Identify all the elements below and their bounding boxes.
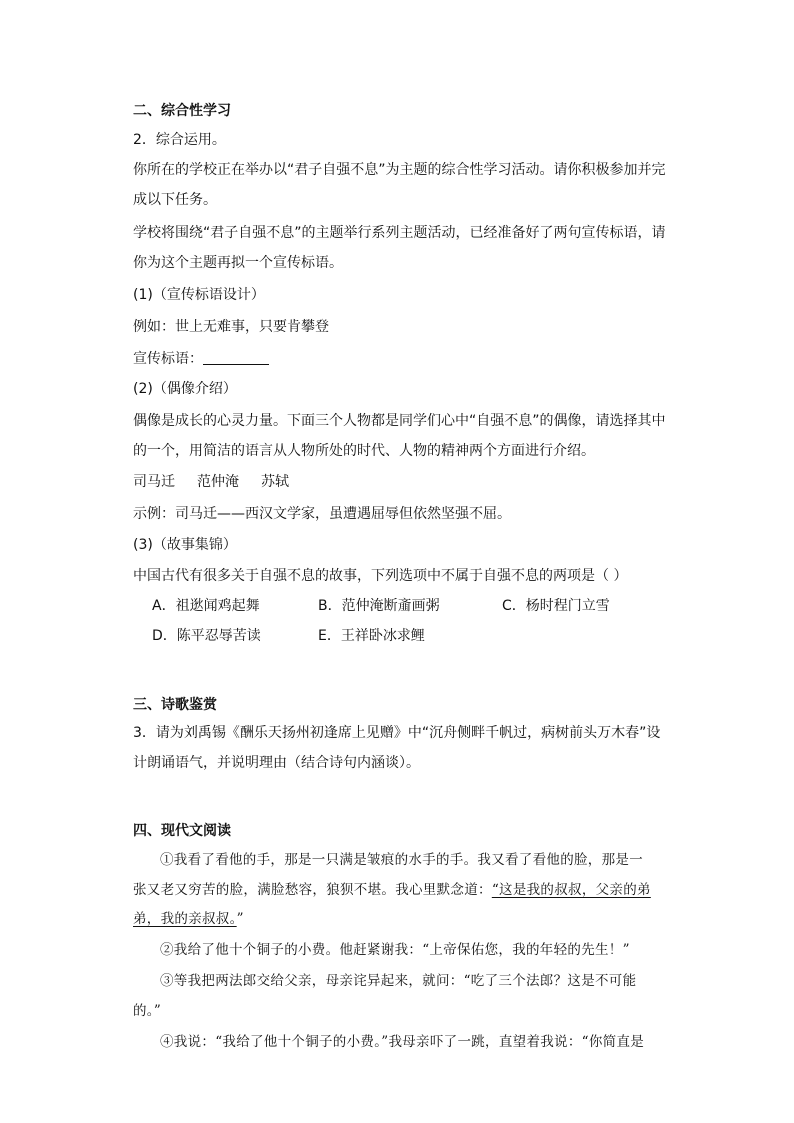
passage-paragraph-3-line-2: 的。” xyxy=(133,1003,162,1019)
intro-paragraph-line-1: 你所在的学校正在举办以“君子自强不息”为主题的综合性学习活动。请你积极参加并完 xyxy=(133,162,666,178)
section-heading-modern-reading: 四、现代文阅读 xyxy=(133,823,231,839)
passage-paragraph-2: ②我给了他十个铜子的小费。他赶紧谢我：“上帝保佑您，我的年轻的先生！” xyxy=(160,942,630,958)
option-c: C．杨时程门立雪 xyxy=(502,598,610,614)
idol-paragraph-line-2: 的一个，用简洁的语言从人物所处的时代、人物的精神两个方面进行介绍。 xyxy=(133,443,595,459)
passage-paragraph-1-line-3 xyxy=(133,911,244,927)
task-paragraph-line-2: 你为这个主题再拟一个宣传标语。 xyxy=(133,255,343,271)
slogan-answer-line xyxy=(133,351,269,367)
intro-paragraph-line-2: 成以下任务。 xyxy=(133,192,217,208)
section-heading-comprehensive-study: 二、综合性学习 xyxy=(133,103,231,119)
passage-paragraph-1-line-2 xyxy=(133,882,651,898)
passage-paragraph-4: ④我说：“我给了他十个铜子的小费。”我母亲吓了一跳，直望着我说：“你简直是 xyxy=(160,1034,645,1050)
passage-text: ” xyxy=(236,911,244,927)
slogan-label: 宣传标语： xyxy=(133,351,203,367)
idol-names xyxy=(133,474,289,490)
option-e: E．王祥卧冰求鲤 xyxy=(318,628,425,644)
idol-name: 范仲淹 xyxy=(197,474,239,490)
slogan-blank xyxy=(203,351,269,365)
underlined-sentence: 弟，我的亲叔叔。 xyxy=(133,911,237,927)
idol-example: 示例：司马迁——西汉文学家，虽遭遇屈辱但依然坚强不屈。 xyxy=(133,506,511,522)
question-2-title: 2．综合运用。 xyxy=(133,132,226,148)
underlined-sentence: “这是我的叔叔，父亲的弟 xyxy=(491,882,651,898)
option-b: B．范仲淹断齑画粥 xyxy=(318,598,440,614)
subtask-1-title: (1)（宣传标语设计） xyxy=(133,287,265,303)
subtask-3-title: (3)（故事集锦） xyxy=(133,537,237,553)
idol-paragraph-line-1: 偶像是成长的心灵力量。下面三个人物都是同学们心中“自强不息”的偶像，请选择其中 xyxy=(133,413,666,429)
question-3-line-2: 计朗诵语气，并说明理由（结合诗句内涵谈）。 xyxy=(133,755,420,771)
passage-paragraph-3-line-1: ③等我把两法郎交给父亲，母亲诧异起来，就问：“吃了三个法郎？这是不可能 xyxy=(160,973,637,989)
passage-text: 张又老又穷苦的脸，满脸愁容，狼狈不堪。我心里默念道： xyxy=(133,882,492,898)
idol-name: 司马迁 xyxy=(133,474,175,490)
slogan-example: 例如：世上无难事，只要肯攀登 xyxy=(133,319,329,335)
story-question: 中国古代有很多关于自强不息的故事，下列选项中不属于自强不息的两项是（ ） xyxy=(133,568,628,584)
task-paragraph-line-1: 学校将围绕“君子自强不息”的主题举行系列主题活动，已经准备好了两句宣传标语，请 xyxy=(133,225,666,241)
section-heading-poetry: 三、诗歌鉴赏 xyxy=(133,697,217,713)
passage-paragraph-1-line-1: ①我看了看他的手，那是一只满是皱痕的水手的手。我又看了看他的脸，那是一 xyxy=(160,852,643,868)
idol-name: 苏轼 xyxy=(261,474,289,490)
option-d: D．陈平忍辱苦读 xyxy=(152,628,261,644)
subtask-2-title: (2)（偶像介绍） xyxy=(133,381,237,397)
question-3-line-1: 3．请为刘禹锡《酬乐天扬州初逢席上见赠》中“沉舟侧畔千帆过，病树前头万木春”设 xyxy=(133,725,661,741)
option-a: A．祖逖闻鸡起舞 xyxy=(152,598,260,614)
